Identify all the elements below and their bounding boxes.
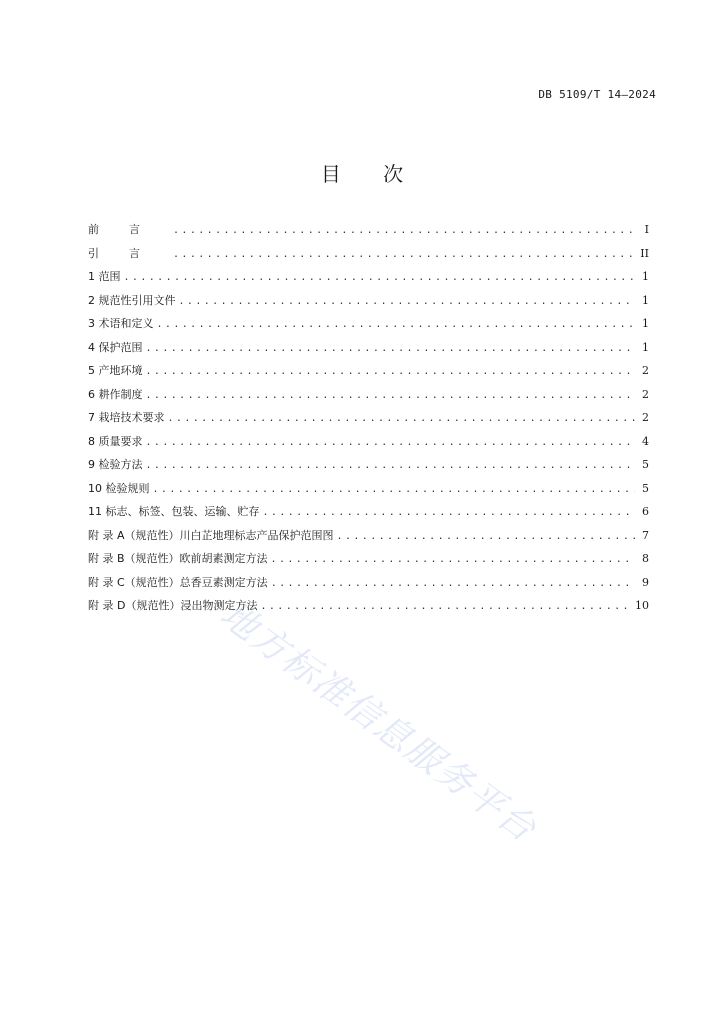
toc-entry-label: 引言 — [88, 246, 170, 260]
toc-entry-page: 2 — [642, 411, 649, 424]
toc-list — [88, 218, 649, 618]
toc-entry-page: 4 — [642, 434, 649, 448]
toc-leader-dots — [271, 572, 635, 596]
watermark: 地方标准信息服务平台 — [212, 594, 545, 851]
toc-entry-label: 10 检验规则 — [88, 481, 150, 495]
toc-entry-label: 附 录 A（规范性）川白芷地理标志产品保护范围图 — [88, 528, 334, 542]
toc-entry-label: 9 检验方法 — [88, 458, 143, 471]
toc-title-char: 目 — [320, 162, 341, 186]
toc-leader-dots — [337, 525, 635, 549]
toc-entry[interactable] — [88, 289, 649, 313]
toc-entry-label: 11 标志、标签、包装、运输、贮存 — [88, 505, 260, 518]
toc-entry-label: 8 质量要求 — [88, 434, 143, 448]
toc-entry-page: 2 — [642, 387, 649, 401]
toc-entry-label: 4 保护范围 — [88, 340, 143, 354]
toc-entry[interactable] — [88, 571, 649, 595]
toc-leader-dots — [173, 243, 635, 267]
toc-entry-page: 2 — [642, 364, 649, 377]
toc-entry[interactable] — [88, 336, 649, 360]
toc-leader-dots — [146, 360, 636, 384]
toc-entry-page: 9 — [642, 575, 649, 589]
toc-entry-page: 6 — [642, 505, 649, 518]
toc-entry[interactable] — [88, 430, 649, 454]
toc-entry-label: 附 录 D（规范性）浸出物测定方法 — [88, 599, 258, 612]
toc-leader-dots — [179, 290, 636, 314]
toc-entry[interactable] — [88, 547, 649, 571]
toc-entry-label: 6 耕作制度 — [88, 387, 143, 401]
toc-leader-dots — [153, 478, 636, 502]
toc-leader-dots — [124, 266, 636, 290]
toc-entry-page: II — [640, 246, 649, 260]
toc-leader-dots — [173, 219, 635, 243]
toc-entry[interactable] — [88, 453, 649, 477]
toc-title-char: 次 — [383, 162, 404, 186]
toc-entry[interactable] — [88, 477, 649, 501]
toc-entry-page: 10 — [635, 599, 649, 612]
toc-entry-label: 附 录 C（规范性）总香豆素测定方法 — [88, 575, 268, 589]
toc-leader-dots — [146, 384, 636, 408]
toc-entry-page: 1 — [642, 317, 649, 330]
toc-entry[interactable] — [88, 406, 649, 430]
toc-entry-label: 3 术语和定义 — [88, 317, 154, 330]
toc-entry[interactable] — [88, 383, 649, 407]
toc-leader-dots — [260, 595, 631, 619]
toc-entry[interactable] — [88, 594, 649, 618]
toc-entry[interactable] — [88, 265, 649, 289]
toc-entry-page: 7 — [642, 528, 649, 542]
toc-leader-dots — [146, 454, 636, 478]
toc-entry-label: 5 产地环境 — [88, 364, 143, 377]
toc-entry-label: 7 栽培技术要求 — [88, 411, 165, 424]
toc-leader-dots — [263, 501, 636, 525]
toc-entry-page: 5 — [642, 481, 649, 495]
toc-entry-page: 1 — [642, 270, 649, 283]
toc-entry-page: 5 — [642, 458, 649, 471]
toc-leader-dots — [146, 337, 636, 361]
toc-leader-dots — [146, 431, 636, 455]
toc-entry-page: I — [644, 223, 649, 236]
standard-code: DB 5109/T 14—2024 — [538, 88, 656, 101]
toc-entry-page: 1 — [642, 340, 649, 354]
toc-leader-dots — [271, 548, 635, 572]
toc-title — [0, 158, 724, 187]
toc-entry[interactable] — [88, 524, 649, 548]
toc-entry-page: 1 — [642, 293, 649, 307]
toc-entry[interactable] — [88, 500, 649, 524]
toc-entry[interactable] — [88, 242, 649, 266]
toc-entry-label: 前言 — [88, 223, 170, 236]
toc-entry[interactable] — [88, 359, 649, 383]
toc-leader-dots — [157, 313, 636, 337]
toc-leader-dots — [168, 407, 636, 431]
toc-entry[interactable] — [88, 218, 649, 242]
toc-entry-label: 附 录 B（规范性）欧前胡素测定方法 — [88, 552, 268, 565]
toc-entry-label: 2 规范性引用文件 — [88, 293, 176, 307]
toc-entry-page: 8 — [642, 552, 649, 565]
toc-entry[interactable] — [88, 312, 649, 336]
toc-entry-label: 1 范围 — [88, 270, 121, 283]
